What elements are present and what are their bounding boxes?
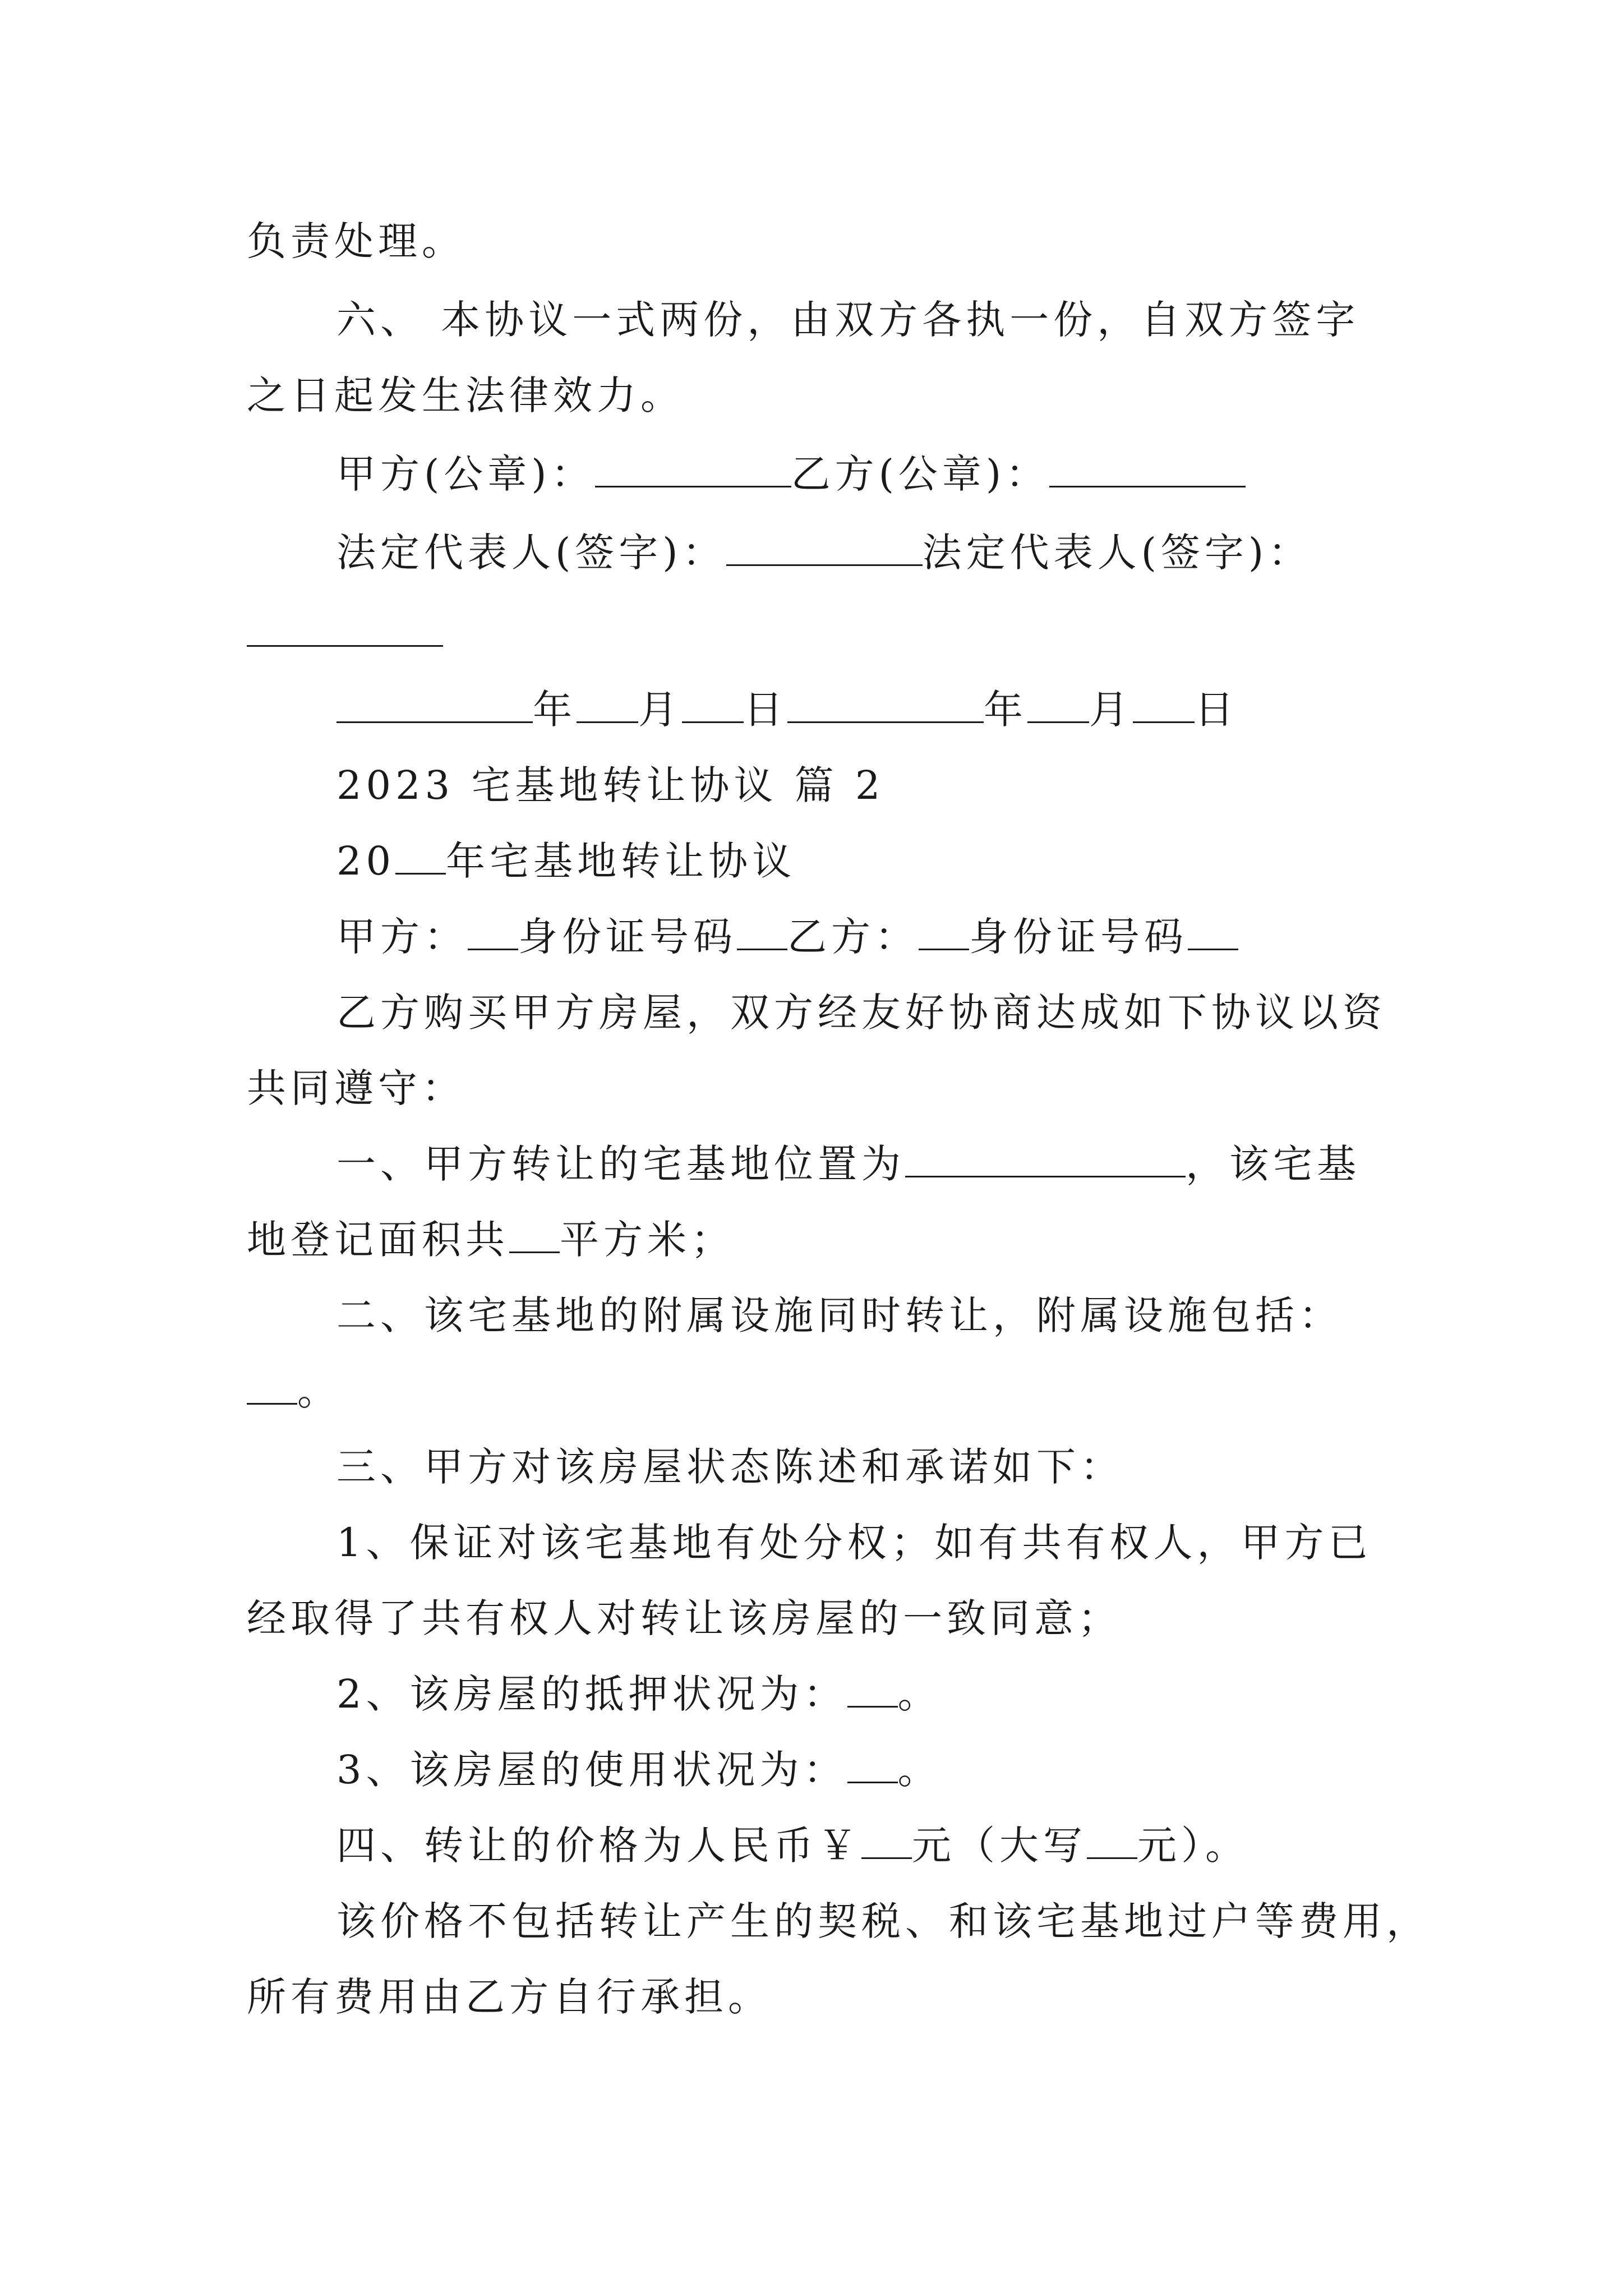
blank-line[interactable] xyxy=(595,447,791,487)
clause-line: 2、该房屋的抵押状况为： 。 xyxy=(336,1666,942,1722)
clause-line: 。 xyxy=(247,1363,341,1419)
clause-line: 一、甲方转让的宅基地位置为 ，该宅基 xyxy=(336,1136,1361,1192)
blank-line[interactable] xyxy=(919,909,969,950)
blank-line[interactable] xyxy=(468,909,518,950)
blank-line[interactable] xyxy=(395,834,446,875)
blank-line[interactable] xyxy=(1133,682,1195,723)
blank-line[interactable] xyxy=(509,1212,560,1253)
blank-line[interactable] xyxy=(247,611,443,647)
parties-line: 甲方： 身份证号码 乙方： 身份证号码 xyxy=(336,909,1238,965)
text-line: 负责处理。 xyxy=(247,218,465,264)
text-line: 共同遵守： xyxy=(247,1065,465,1111)
blank-line[interactable] xyxy=(905,1137,1186,1177)
blank-line[interactable] xyxy=(336,682,533,723)
blank-line[interactable] xyxy=(847,1667,898,1708)
blank-line[interactable] xyxy=(726,525,923,566)
blank-line[interactable] xyxy=(737,909,787,950)
text-line: 六、 本协议一式两份，由双方各执一份，自双方签字 xyxy=(336,297,1360,343)
blank-line[interactable] xyxy=(861,1818,912,1859)
text-line: 该价格不包括转让产生的契税、和该宅基地过户等费用， xyxy=(336,1898,1430,1944)
signature-seal-line: 甲方(公章)： 乙方(公章)： xyxy=(336,446,1246,502)
blank-line[interactable] xyxy=(682,682,744,723)
blank-line[interactable] xyxy=(1188,909,1238,950)
section-heading: 2023 宅基地转让协议 篇 2 xyxy=(336,762,885,808)
blank-line[interactable] xyxy=(1049,447,1246,487)
blank-line[interactable] xyxy=(787,682,984,723)
blank-line[interactable] xyxy=(1027,682,1089,723)
text-line: 所有费用由乙方自行承担。 xyxy=(247,1974,772,2020)
blank-line[interactable] xyxy=(847,1742,898,1783)
signature-representative-line: 法定代表人(签字)： 法定代表人(签字)： xyxy=(336,524,1312,581)
clause-line: 1、保证对该宅基地有处分权；如有共有权人，甲方已 xyxy=(336,1520,1372,1566)
blank-line[interactable] xyxy=(577,682,638,723)
date-line: 年 月 日 年 月 日 xyxy=(336,682,1238,738)
blank-line[interactable] xyxy=(1087,1818,1137,1859)
clause-line: 三、甲方对该房屋状态陈述和承诺如下： xyxy=(336,1444,1124,1490)
text-line: 之日起发生法律效力。 xyxy=(247,372,684,418)
text-line: 乙方购买甲方房屋，双方经友好协商达成如下协议以资 xyxy=(336,990,1386,1036)
agreement-title: 20 年宅基地转让协议 xyxy=(336,833,796,889)
blank-line[interactable] xyxy=(247,1364,297,1405)
clause-line: 地登记面积共 平方米； xyxy=(247,1212,735,1268)
clause-line: 二、该宅基地的附属设施同时转让，附属设施包括： xyxy=(336,1292,1343,1338)
clause-line: 3、该房屋的使用状况为： 。 xyxy=(336,1742,942,1798)
price-clause-line: 四、转让的价格为人民币￥ 元（大写 元）。 xyxy=(336,1818,1249,1874)
clause-line: 经取得了共有权人对转让该房屋的一致同意； xyxy=(247,1595,1122,1641)
